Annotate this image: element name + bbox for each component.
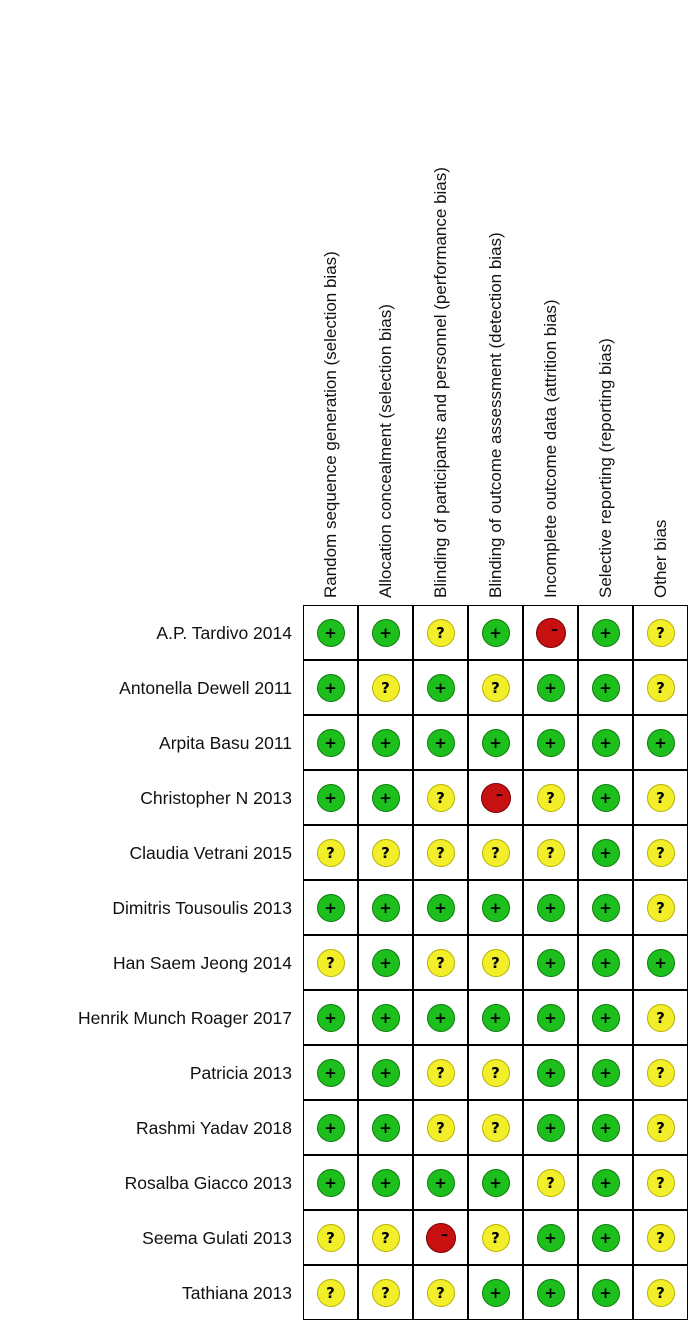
low-risk-mark (317, 784, 345, 812)
rating-cell (303, 715, 358, 770)
rating-symbol: + (324, 1118, 337, 1137)
unclear-risk-mark (647, 784, 675, 812)
column-header-area (0, 0, 691, 606)
rating-symbol: + (599, 1063, 612, 1082)
rating-cell (303, 605, 358, 660)
rating-cell (633, 770, 688, 825)
rating-cell (578, 715, 633, 770)
rating-symbol: ? (381, 678, 390, 697)
unclear-risk-mark (372, 674, 400, 702)
low-risk-mark (427, 674, 455, 702)
rating-cell (468, 605, 523, 660)
rating-cell (468, 660, 523, 715)
rating-cell (523, 770, 578, 825)
rating-symbol: + (599, 678, 612, 697)
rating-cell (468, 990, 523, 1045)
low-risk-mark (372, 894, 400, 922)
rating-symbol: + (434, 1008, 447, 1027)
rating-cell (303, 880, 358, 935)
unclear-risk-mark (647, 1279, 675, 1307)
rating-symbol: + (599, 623, 612, 642)
rating-symbol: + (489, 623, 502, 642)
low-risk-mark (537, 949, 565, 977)
low-risk-mark (592, 1169, 620, 1197)
rating-cell (303, 1100, 358, 1155)
rating-cell (523, 1210, 578, 1265)
unclear-risk-mark (537, 784, 565, 812)
unclear-risk-mark (647, 1169, 675, 1197)
rating-symbol: ? (656, 898, 665, 917)
rating-symbol: + (599, 733, 612, 752)
low-risk-mark (372, 1059, 400, 1087)
study-label: Arpita Basu 2011 (159, 732, 292, 753)
rating-symbol: ? (491, 843, 500, 862)
low-risk-mark (592, 1004, 620, 1032)
rating-symbol: ? (546, 788, 555, 807)
rating-symbol: + (544, 678, 557, 697)
rating-cell (413, 660, 468, 715)
low-risk-mark (482, 1169, 510, 1197)
low-risk-mark (482, 729, 510, 757)
rating-symbol: ? (491, 953, 500, 972)
rating-cell (523, 1100, 578, 1155)
rating-symbol: ? (656, 623, 665, 642)
rating-symbol: ? (381, 1283, 390, 1302)
rating-cell (633, 1100, 688, 1155)
low-risk-mark (592, 784, 620, 812)
low-risk-mark (427, 1004, 455, 1032)
unclear-risk-mark (317, 949, 345, 977)
low-risk-mark (317, 674, 345, 702)
low-risk-mark (537, 1279, 565, 1307)
unclear-risk-mark (427, 949, 455, 977)
rating-symbol: + (544, 1283, 557, 1302)
rating-symbol: + (599, 1118, 612, 1137)
study-label: Tathiana 2013 (182, 1282, 292, 1303)
rating-symbol: + (599, 898, 612, 917)
rating-symbol: ? (656, 1228, 665, 1247)
rating-symbol: ? (326, 953, 335, 972)
risk-of-bias-grid (303, 605, 686, 1319)
low-risk-mark (592, 1279, 620, 1307)
rating-cell (468, 880, 523, 935)
rating-cell (578, 1155, 633, 1210)
rating-symbol: + (599, 1283, 612, 1302)
rating-symbol: ? (326, 1228, 335, 1247)
rating-cell (358, 825, 413, 880)
domain-label: Other bias (650, 519, 670, 598)
rating-cell (413, 1265, 468, 1320)
rating-symbol: + (599, 953, 612, 972)
rating-cell (633, 1155, 688, 1210)
rating-cell (413, 1155, 468, 1210)
unclear-risk-mark (427, 619, 455, 647)
unclear-risk-mark (647, 619, 675, 647)
low-risk-mark (372, 1169, 400, 1197)
rating-symbol: + (599, 1228, 612, 1247)
rating-symbol: + (379, 898, 392, 917)
rating-cell (413, 880, 468, 935)
high-risk-mark (426, 1223, 456, 1253)
rating-symbol: + (599, 1173, 612, 1192)
rating-cell (413, 1210, 468, 1265)
high-risk-mark (536, 618, 566, 648)
low-risk-mark (372, 1004, 400, 1032)
unclear-risk-mark (317, 1224, 345, 1252)
low-risk-mark (537, 894, 565, 922)
study-label: Christopher N 2013 (140, 787, 292, 808)
rating-symbol: + (324, 623, 337, 642)
unclear-risk-mark (537, 1169, 565, 1197)
low-risk-mark (372, 949, 400, 977)
rating-cell (523, 660, 578, 715)
rating-symbol: – (496, 786, 503, 803)
rating-cell (468, 825, 523, 880)
low-risk-mark (482, 1004, 510, 1032)
rating-cell (358, 880, 413, 935)
rating-symbol: + (324, 678, 337, 697)
low-risk-mark (592, 674, 620, 702)
rating-symbol: + (544, 898, 557, 917)
rating-cell (633, 880, 688, 935)
rating-symbol: + (654, 733, 667, 752)
study-label: Claudia Vetrani 2015 (129, 842, 292, 863)
rating-symbol: + (544, 1008, 557, 1027)
unclear-risk-mark (427, 1279, 455, 1307)
low-risk-mark (317, 1004, 345, 1032)
low-risk-mark (372, 619, 400, 647)
low-risk-mark (592, 894, 620, 922)
rating-symbol: + (599, 843, 612, 862)
rating-cell (523, 605, 578, 660)
low-risk-mark (427, 729, 455, 757)
rating-cell (413, 605, 468, 660)
low-risk-mark (427, 1169, 455, 1197)
study-label: Han Saem Jeong 2014 (112, 952, 292, 973)
rating-cell (358, 1155, 413, 1210)
rating-cell (578, 880, 633, 935)
low-risk-mark (537, 1059, 565, 1087)
rating-cell (303, 990, 358, 1045)
rating-cell (468, 1045, 523, 1100)
rating-cell (523, 935, 578, 990)
rating-symbol: + (379, 953, 392, 972)
rating-cell (413, 715, 468, 770)
rating-cell (578, 935, 633, 990)
rating-symbol: ? (326, 843, 335, 862)
rating-cell (578, 605, 633, 660)
rating-cell (578, 660, 633, 715)
rating-symbol: + (324, 1173, 337, 1192)
rating-symbol: + (544, 953, 557, 972)
low-risk-mark (317, 894, 345, 922)
rating-cell (413, 935, 468, 990)
rating-symbol: + (379, 733, 392, 752)
unclear-risk-mark (647, 1224, 675, 1252)
rating-cell (413, 990, 468, 1045)
low-risk-mark (592, 839, 620, 867)
rating-symbol: ? (381, 1228, 390, 1247)
domain-label: Allocation concealment (selection bias) (375, 304, 395, 598)
low-risk-mark (317, 1114, 345, 1142)
study-label: A.P. Tardivo 2014 (156, 622, 292, 643)
rating-cell (468, 1265, 523, 1320)
rating-cell (468, 770, 523, 825)
rating-symbol: + (544, 1063, 557, 1082)
rating-symbol: ? (546, 843, 555, 862)
rating-cell (633, 660, 688, 715)
rating-symbol: + (599, 1008, 612, 1027)
unclear-risk-mark (317, 1279, 345, 1307)
low-risk-mark (592, 729, 620, 757)
rating-symbol: + (489, 1008, 502, 1027)
rating-symbol: + (324, 733, 337, 752)
high-risk-mark (481, 783, 511, 813)
rating-symbol: ? (326, 1283, 335, 1302)
rating-symbol: ? (436, 1283, 445, 1302)
study-label: Rashmi Yadav 2018 (136, 1117, 292, 1138)
unclear-risk-mark (482, 949, 510, 977)
rating-cell (468, 935, 523, 990)
rating-cell (358, 1100, 413, 1155)
rating-symbol: + (599, 788, 612, 807)
low-risk-mark (372, 729, 400, 757)
domain-label: Blinding of outcome assessment (detection bias) (485, 232, 505, 598)
rating-symbol: ? (546, 1173, 555, 1192)
rating-symbol: + (379, 623, 392, 642)
rating-cell (303, 770, 358, 825)
unclear-risk-mark (427, 839, 455, 867)
unclear-risk-mark (647, 1004, 675, 1032)
rating-cell (358, 605, 413, 660)
study-label: Dimitris Tousoulis 2013 (112, 897, 292, 918)
unclear-risk-mark (647, 1059, 675, 1087)
rating-cell (303, 825, 358, 880)
rating-cell (523, 1265, 578, 1320)
rating-cell (633, 990, 688, 1045)
domain-label: Incomplete outcome data (attrition bias) (540, 299, 560, 598)
rating-symbol: + (379, 1118, 392, 1137)
rating-symbol: + (379, 788, 392, 807)
rating-symbol: ? (491, 1118, 500, 1137)
rating-symbol: ? (381, 843, 390, 862)
domain-label: Random sequence generation (selection bias) (320, 251, 340, 598)
rating-cell (358, 1210, 413, 1265)
low-risk-mark (537, 1004, 565, 1032)
rating-symbol: ? (436, 788, 445, 807)
rating-cell (633, 1045, 688, 1100)
rating-symbol: + (544, 1118, 557, 1137)
rating-symbol: + (324, 1063, 337, 1082)
rating-symbol: + (434, 1173, 447, 1192)
low-risk-mark (317, 729, 345, 757)
rating-cell (358, 1265, 413, 1320)
rating-symbol: ? (491, 1063, 500, 1082)
rating-cell (303, 1155, 358, 1210)
unclear-risk-mark (482, 674, 510, 702)
rating-cell (413, 1100, 468, 1155)
low-risk-mark (427, 894, 455, 922)
unclear-risk-mark (427, 784, 455, 812)
unclear-risk-mark (647, 839, 675, 867)
low-risk-mark (647, 729, 675, 757)
study-label: Patricia 2013 (189, 1062, 292, 1083)
rating-symbol: + (434, 733, 447, 752)
low-risk-mark (537, 1224, 565, 1252)
low-risk-mark (317, 1169, 345, 1197)
rating-symbol: + (379, 1173, 392, 1192)
rating-cell (523, 825, 578, 880)
study-label: Antonella Dewell 2011 (119, 677, 292, 698)
rating-cell (633, 825, 688, 880)
study-label: Henrik Munch Roager 2017 (77, 1007, 292, 1028)
rating-cell (578, 1045, 633, 1100)
rating-symbol: + (324, 788, 337, 807)
rating-cell (358, 935, 413, 990)
unclear-risk-mark (317, 839, 345, 867)
unclear-risk-mark (482, 1224, 510, 1252)
low-risk-mark (592, 949, 620, 977)
low-risk-mark (592, 1114, 620, 1142)
rating-cell (523, 715, 578, 770)
unclear-risk-mark (372, 1224, 400, 1252)
rating-symbol: ? (491, 678, 500, 697)
rating-cell (358, 660, 413, 715)
rating-cell (633, 605, 688, 660)
domain-label: Selective reporting (reporting bias) (595, 338, 615, 598)
rating-cell (303, 1210, 358, 1265)
rating-cell (468, 1210, 523, 1265)
rating-symbol: + (434, 898, 447, 917)
low-risk-mark (482, 1279, 510, 1307)
rating-symbol: + (379, 1008, 392, 1027)
rating-cell (413, 1045, 468, 1100)
rating-symbol: + (489, 1173, 502, 1192)
rating-cell (523, 880, 578, 935)
low-risk-mark (482, 894, 510, 922)
rating-cell (303, 660, 358, 715)
rating-cell (358, 770, 413, 825)
unclear-risk-mark (427, 1114, 455, 1142)
rating-cell (468, 1155, 523, 1210)
rating-cell (413, 770, 468, 825)
rating-cell (633, 1265, 688, 1320)
rating-cell (523, 990, 578, 1045)
rating-cell (358, 1045, 413, 1100)
rating-symbol: + (489, 1283, 502, 1302)
low-risk-mark (317, 1059, 345, 1087)
rating-symbol: ? (436, 843, 445, 862)
rating-symbol: ? (656, 788, 665, 807)
domain-label: Blinding of participants and personnel (performance bias) (430, 167, 450, 598)
rating-symbol: ? (436, 623, 445, 642)
rating-cell (303, 935, 358, 990)
rating-symbol: ? (491, 1228, 500, 1247)
rating-symbol: ? (656, 1063, 665, 1082)
unclear-risk-mark (647, 674, 675, 702)
unclear-risk-mark (372, 1279, 400, 1307)
rating-symbol: + (489, 898, 502, 917)
low-risk-mark (537, 1114, 565, 1142)
rating-cell (633, 935, 688, 990)
unclear-risk-mark (482, 1059, 510, 1087)
low-risk-mark (592, 1059, 620, 1087)
rating-symbol: + (434, 678, 447, 697)
low-risk-mark (592, 1224, 620, 1252)
rating-symbol: – (551, 621, 558, 638)
rating-symbol: ? (656, 1283, 665, 1302)
rating-cell (633, 1210, 688, 1265)
unclear-risk-mark (647, 894, 675, 922)
rating-cell (303, 1265, 358, 1320)
unclear-risk-mark (372, 839, 400, 867)
low-risk-mark (482, 619, 510, 647)
study-label: Seema Gulati 2013 (142, 1227, 292, 1248)
rating-symbol: + (324, 1008, 337, 1027)
rating-cell (413, 825, 468, 880)
rating-symbol: + (544, 733, 557, 752)
unclear-risk-mark (537, 839, 565, 867)
rating-cell (523, 1155, 578, 1210)
rating-symbol: + (489, 733, 502, 752)
rating-symbol: + (654, 953, 667, 972)
rating-symbol: – (441, 1226, 448, 1243)
rating-cell (578, 770, 633, 825)
low-risk-mark (537, 674, 565, 702)
rating-cell (578, 825, 633, 880)
rating-cell (468, 1100, 523, 1155)
rating-cell (578, 1265, 633, 1320)
unclear-risk-mark (482, 1114, 510, 1142)
rating-cell (633, 715, 688, 770)
rating-cell (358, 990, 413, 1045)
rating-cell (578, 1100, 633, 1155)
low-risk-mark (372, 784, 400, 812)
rating-symbol: ? (656, 843, 665, 862)
low-risk-mark (592, 619, 620, 647)
rating-cell (578, 1210, 633, 1265)
rating-symbol: + (379, 1063, 392, 1082)
rating-cell (578, 990, 633, 1045)
rating-symbol: ? (436, 1063, 445, 1082)
low-risk-mark (372, 1114, 400, 1142)
rating-symbol: + (324, 898, 337, 917)
rating-symbol: + (544, 1228, 557, 1247)
rating-cell (358, 715, 413, 770)
rating-cell (303, 1045, 358, 1100)
rating-symbol: ? (656, 1118, 665, 1137)
unclear-risk-mark (647, 1114, 675, 1142)
rating-cell (523, 1045, 578, 1100)
rating-symbol: ? (656, 678, 665, 697)
unclear-risk-mark (482, 839, 510, 867)
low-risk-mark (537, 729, 565, 757)
rating-cell (468, 715, 523, 770)
rating-symbol: ? (656, 1173, 665, 1192)
low-risk-mark (317, 619, 345, 647)
rating-symbol: ? (436, 953, 445, 972)
low-risk-mark (647, 949, 675, 977)
unclear-risk-mark (427, 1059, 455, 1087)
study-label: Rosalba Giacco 2013 (124, 1172, 292, 1193)
rating-symbol: ? (436, 1118, 445, 1137)
rating-symbol: ? (656, 1008, 665, 1027)
